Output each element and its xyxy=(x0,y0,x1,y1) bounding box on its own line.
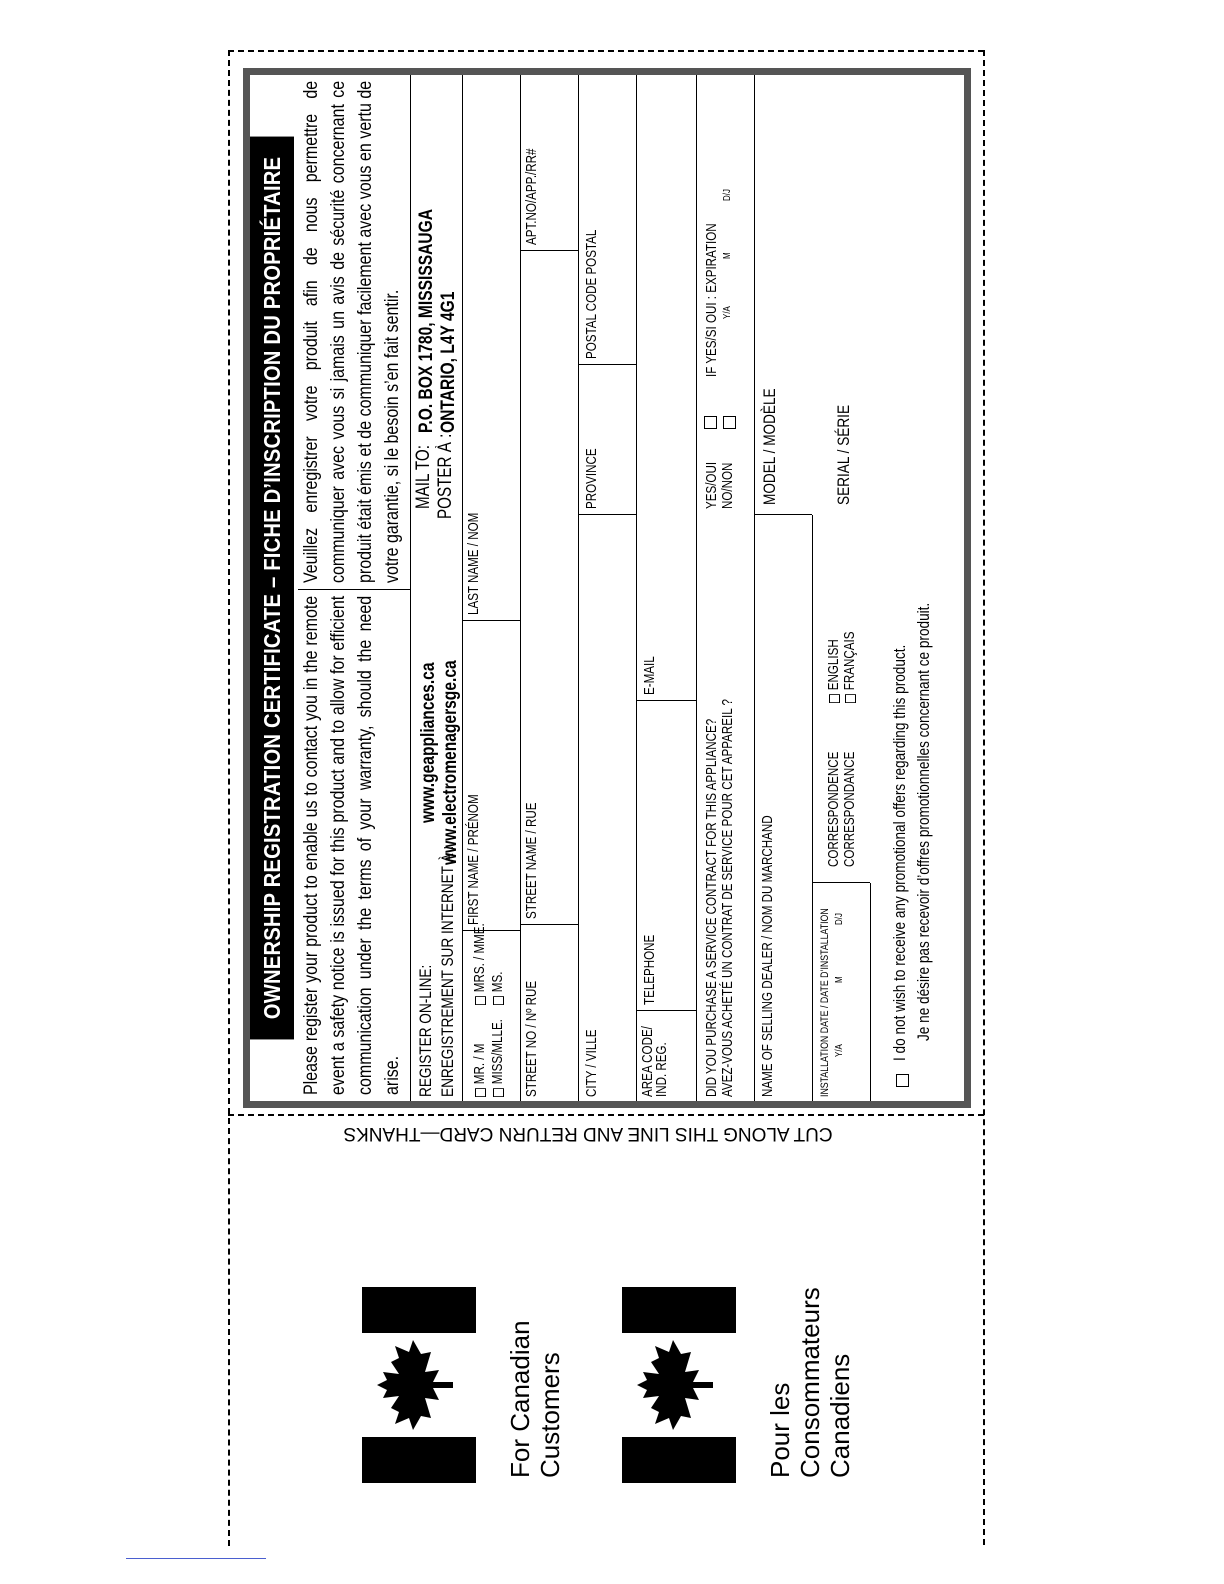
area-code-label-fr: IND. REG. xyxy=(654,1042,670,1097)
apt-no-field[interactable]: APT.NO/APP./RR# xyxy=(524,148,540,245)
expiration-label: IF YES/SI OUI : EXPIRATION xyxy=(704,223,720,377)
website-en[interactable]: www.geappliances.ca xyxy=(418,662,439,823)
title-mr-label: MR. / M xyxy=(472,1043,488,1085)
postal-code-field[interactable]: POSTAL CODE POSTAL xyxy=(584,229,600,359)
divider xyxy=(462,620,520,621)
divider xyxy=(462,75,463,1101)
website-fr[interactable]: www.electromenagersge.ca xyxy=(440,660,461,865)
customers-label: Customers xyxy=(535,1352,565,1478)
install-month[interactable]: M xyxy=(834,976,845,983)
expiration-day[interactable]: D/J xyxy=(722,189,733,201)
divider xyxy=(520,250,578,251)
intro-english xyxy=(298,589,410,1101)
divider xyxy=(754,514,812,515)
checkbox-mrs[interactable] xyxy=(472,923,488,1005)
mail-address-line1: P.O. BOX 1780, MISSISSAUGA xyxy=(416,209,437,433)
no-label: NO/NON xyxy=(720,462,736,509)
canadiens-label: Canadiens xyxy=(825,1353,855,1478)
mail-to-label-fr: POSTER À : xyxy=(435,433,456,519)
canada-flag-icon xyxy=(362,1287,476,1483)
service-question-fr: AVEZ-VOUS ACHETÉ UN CONTRAT DE SERVICE POUR CET APPAREIL ? xyxy=(720,699,736,1097)
checkbox-icon xyxy=(493,996,504,1005)
title-mrs-label: MRS. / MME. xyxy=(472,923,488,993)
city-field[interactable]: CITY / VILLE xyxy=(584,1029,600,1097)
service-question-en: DID YOU PURCHASE A SERVICE CONTRACT FOR THIS APPLIANCE? xyxy=(704,718,720,1097)
checkbox-icon xyxy=(845,694,856,703)
province-field[interactable]: PROVINCE xyxy=(584,448,600,509)
correspondence-label-fr: CORRESPONDANCE xyxy=(842,751,858,867)
optout-text-en: I do not wish to receive any promotional offers regarding this product. xyxy=(890,644,909,1061)
register-online-label: REGISTER ON-LINE: xyxy=(416,964,435,1097)
optout-checkbox[interactable] xyxy=(896,1074,909,1087)
register-online-label-fr: ENREGISTREMENT SUR INTERNET À : xyxy=(438,845,457,1097)
yes-checkbox[interactable] xyxy=(704,416,717,429)
checkbox-icon xyxy=(475,996,486,1005)
cut-border-right xyxy=(983,50,985,1545)
last-name-field[interactable]: LAST NAME / NOM xyxy=(466,512,482,615)
cut-line xyxy=(228,1114,984,1116)
english-label: ENGLISH xyxy=(826,639,842,691)
canada-flag-icon xyxy=(622,1287,736,1483)
street-name-field[interactable]: STREET NAME / RUE xyxy=(524,802,540,919)
optout-text-fr: Je ne désire pas recevoir d’offres promotionnelles concernant ce produit. xyxy=(914,602,933,1041)
expiration-year[interactable]: Y/A xyxy=(722,306,733,319)
divider xyxy=(696,75,697,1101)
email-field[interactable]: E-MAIL xyxy=(642,656,658,695)
intro-french-text: Veuillez enregistrer votre produit afin de nous permettre de communiquer avec vous si jamais un avis de sécurité concernant ce produit était émis et de communiquer facilement avec vous en vertu de votre garantie, si le besoin s’en fait sentir. xyxy=(300,80,403,583)
francais-checkbox[interactable] xyxy=(842,632,858,703)
install-day[interactable]: D/J xyxy=(834,913,845,925)
install-date-label: INSTALLATION DATE / DATE D’INSTALLATION xyxy=(819,908,831,1097)
street-no-field[interactable]: STREET NO / Nº RUE xyxy=(524,980,540,1097)
correspondence-label: CORRESPONDENCE xyxy=(826,751,842,867)
divider xyxy=(636,75,637,1101)
dealer-field[interactable]: NAME OF SELLING DEALER / NOM DU MARCHAND xyxy=(760,815,776,1097)
english-checkbox[interactable] xyxy=(826,639,842,703)
card-title: OWNERSHIP REGISTRATION CERTIFICATE – FICHE D’INSCRIPTION DU PROPRIÉTAIRE xyxy=(250,137,294,1040)
checkbox-icon xyxy=(829,694,840,703)
checkbox-icon xyxy=(493,1088,504,1097)
divider xyxy=(410,75,411,1101)
no-checkbox[interactable] xyxy=(723,416,736,429)
mail-to-label: MAIL TO: xyxy=(413,445,434,509)
card-content xyxy=(250,75,964,1101)
divider xyxy=(636,700,696,701)
divider xyxy=(812,882,870,883)
divider xyxy=(520,75,521,1101)
pour-les-label: Pour les xyxy=(765,1382,795,1478)
title-ms-label: MS. xyxy=(490,971,506,993)
checkbox-icon xyxy=(475,1088,486,1097)
serial-field[interactable]: SERIAL / SÉRIE xyxy=(834,404,853,505)
install-year[interactable]: Y/A xyxy=(834,1044,845,1057)
divider xyxy=(520,924,578,925)
telephone-field[interactable]: TELEPHONE xyxy=(642,934,658,1005)
intro-english-text: Please register your product to enable us to contact you in the remote event a safety notice is issued for this product and to allow for efficient communication under the terms of your warranty, should the need arise. xyxy=(300,595,403,1095)
title-miss-label: MISS/MLLE. xyxy=(490,1019,506,1085)
first-name-field[interactable]: FIRST NAME / PRÉNOM xyxy=(466,794,482,925)
intro-french xyxy=(298,75,410,589)
francais-label: FRANÇAIS xyxy=(842,631,858,691)
link-underline xyxy=(126,1558,266,1559)
divider xyxy=(578,75,579,1101)
divider xyxy=(870,883,871,1101)
area-code-label[interactable]: AREA CODE/ xyxy=(640,1026,656,1097)
expiration-month[interactable]: M xyxy=(722,252,733,259)
yes-label: YES/OUI xyxy=(704,461,720,509)
checkbox-ms[interactable] xyxy=(490,972,506,1005)
cut-instruction: CUT ALONG THIS LINE AND RETURN CARD—THANKS xyxy=(343,1123,833,1144)
checkbox-mr[interactable] xyxy=(472,1044,488,1097)
consommateurs-label: Consommateurs xyxy=(795,1287,825,1478)
cut-border-left-top xyxy=(228,50,230,1114)
divider xyxy=(636,1010,696,1011)
divider xyxy=(578,364,636,365)
cut-border-top xyxy=(228,50,984,52)
registration-card xyxy=(243,68,971,1108)
mail-address-line2: ONTARIO, L4Y 4G1 xyxy=(438,291,459,433)
checkbox-miss[interactable] xyxy=(490,1019,506,1097)
divider xyxy=(812,515,813,1101)
cut-border-left-bottom xyxy=(228,1118,230,1546)
divider xyxy=(754,75,755,1101)
divider xyxy=(578,514,636,515)
for-canadian-label: For Canadian xyxy=(505,1320,535,1478)
divider xyxy=(462,930,520,931)
model-field[interactable]: MODEL / MODÈLE xyxy=(760,388,779,505)
